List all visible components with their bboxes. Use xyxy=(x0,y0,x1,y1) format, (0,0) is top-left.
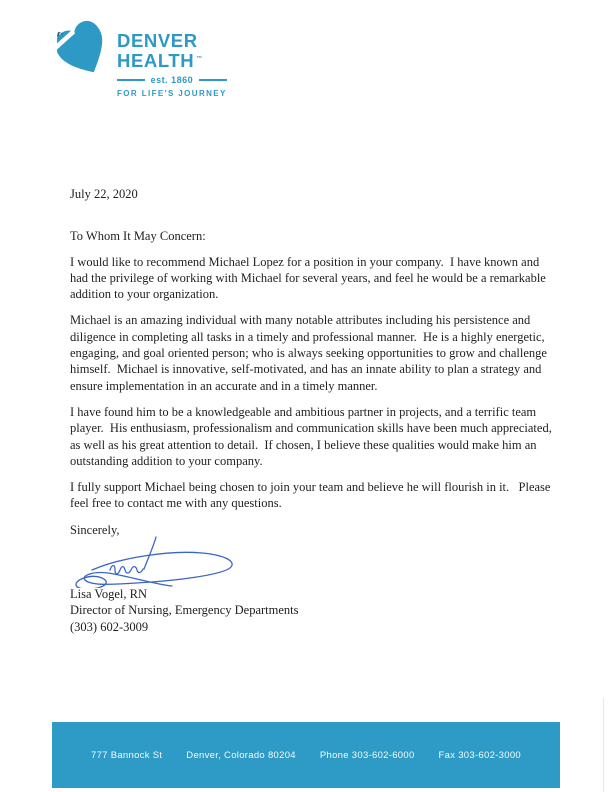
paragraph-2: Michael is an amazing individual with many notable attributes including his persistence and diligence in completing all tasks in a timely and professional manner. He is a highly energetic, engaging, and goal oriented person; who is always seeking opportunities to grow and challenge himself. Michael is innovative, self-motivated, and has an innate ability to plan a strategy and ensure implementation in an accurate and in a timely manner. xyxy=(70,313,551,393)
logo-name-health: HEALTH ™ xyxy=(117,50,203,71)
letterhead xyxy=(57,20,227,98)
letter-date: July 22, 2020 xyxy=(70,187,138,201)
logo-name-denver: DENVER xyxy=(117,30,198,51)
footer-fax: Fax 303-602-3000 xyxy=(438,749,521,761)
closing: Sincerely, xyxy=(70,522,120,537)
signer-name: Lisa Vogel, RN xyxy=(70,587,147,602)
est-dash-right xyxy=(199,79,227,81)
paragraph-3: I have found him to be a knowledgeable and ambitious partner in projects, and a terrific team player. His enthusiasm, professionalism and communication skills have been much appreciated, as well as his great attention to detail. If chosen, I believe these qualities would make him an outstanding addition to your company. xyxy=(70,404,555,468)
denver-health-heart-icon xyxy=(57,20,109,88)
footer-address: 777 Bannock St xyxy=(91,749,163,761)
signer-title: Director of Nursing, Emergency Departments xyxy=(70,603,299,618)
logo-wordmark xyxy=(117,32,227,98)
signature-block xyxy=(70,586,552,635)
salutation: To Whom It May Concern: xyxy=(70,229,206,244)
trademark-symbol: ™ xyxy=(196,56,203,62)
letter-body xyxy=(70,186,555,635)
est-dash-left xyxy=(117,79,145,81)
logo-established-line xyxy=(117,75,227,85)
signature-image xyxy=(64,536,242,588)
established-text: est. 1860 xyxy=(150,75,194,85)
paragraph-4: I fully support Michael being chosen to join your team and believe he will flourish in it. Please feel free to contact me with any questions. xyxy=(70,480,554,511)
footer-phone: Phone 303-602-6000 xyxy=(319,749,415,761)
signer-phone: (303) 602-3009 xyxy=(70,619,149,634)
paragraph-1: I would like to recommend Michael Lopez for a position in your company. I have known and had the privilege of working with Michael for several years, and feel he would be a remarkable addition to your organization. xyxy=(70,254,549,302)
footer-bar xyxy=(52,722,560,788)
footer-city: Denver, Colorado 80204 xyxy=(186,749,296,761)
scan-edge-artifact xyxy=(603,698,604,792)
logo-tagline: FOR LIFE'S JOURNEY xyxy=(117,89,227,98)
